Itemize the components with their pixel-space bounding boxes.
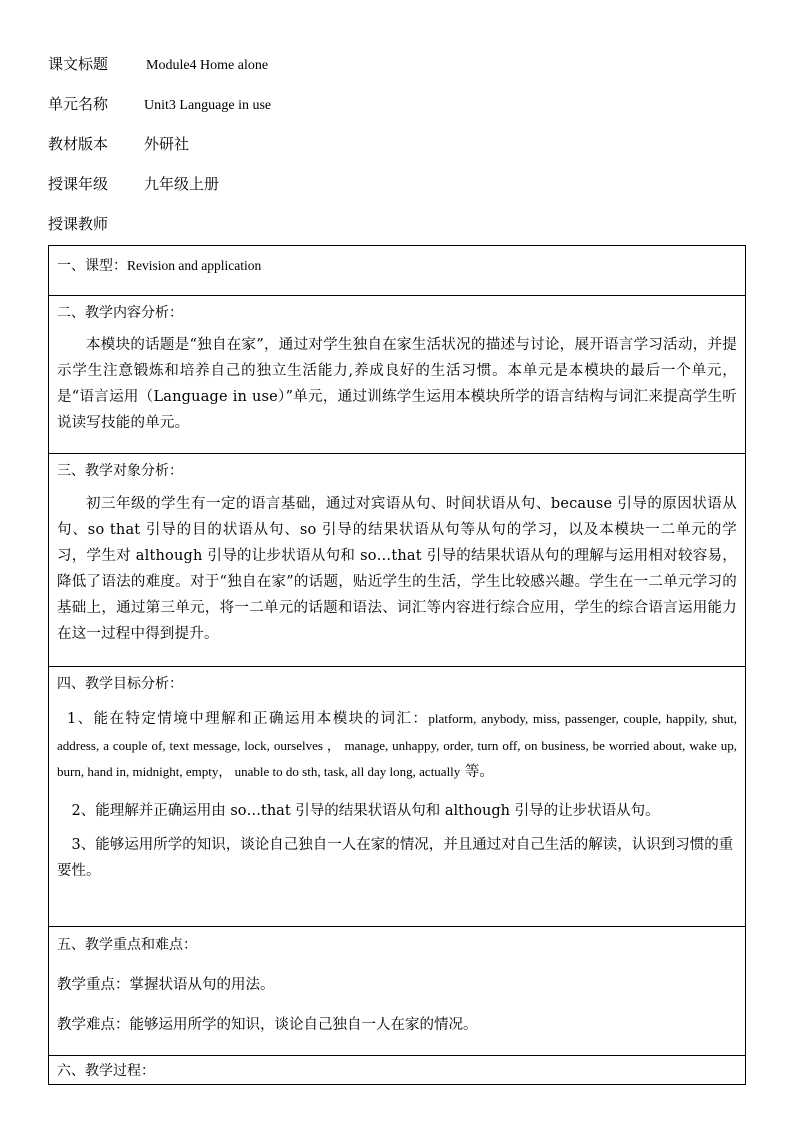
section-2-row	[49, 296, 746, 454]
section-1-cell	[49, 246, 746, 296]
section-2-cell	[49, 296, 746, 454]
section-4-row	[49, 667, 746, 927]
section-1-title: 一、课型：	[57, 258, 127, 274]
textbook-edition-value: 外研社	[144, 135, 190, 153]
goal-1	[57, 706, 737, 786]
section-6-title: 六、教学过程：	[57, 1063, 155, 1079]
lesson-title-value: Module4 Home alone	[146, 58, 269, 73]
section-6-cell	[49, 1056, 746, 1085]
goal-3: 3、能够运用所学的知识，谈论自己独自一人在家的情况，并且通过对自己生活的解读，认识到习惯的重要性。	[57, 836, 734, 879]
section-3-title: 三、教学对象分析：	[57, 463, 183, 479]
section-4-cell	[49, 667, 746, 927]
grade-row	[48, 174, 219, 194]
section-4-title: 四、教学目标分析：	[57, 676, 183, 692]
lesson-plan-table	[48, 245, 746, 1085]
section-3-cell	[49, 454, 746, 667]
section-6-row	[49, 1056, 746, 1085]
lesson-title-row	[48, 54, 268, 74]
unit-name-label: 单元名称	[48, 95, 109, 113]
textbook-edition-row	[48, 134, 189, 154]
goal-2: 2、能理解并正确运用由 so…that 引导的结果状语从句和 although 引导的让步状语从句。	[71, 802, 660, 819]
teaching-difficulty: 教学难点：能够运用所学的知识，谈论自己独自一人在家的情况。	[57, 1017, 478, 1033]
student-analysis-text: 初三年级的学生有一定的语言基础，通过对宾语从句、时间状语从句、because 引导的原因状语从句、so that 引导的目的状语从句、so 引导的结果状语从句等从句的学习，以及本模块一二单元的学习，学生对 although 引导的让步状语从句和 so…that 引导的结果状语从句的理解与运用相对较容易，降低了语法的难度。对于“独自在家”的话题，贴近学生的生活，学生比较感兴趣。学生在一二单元学习的基础上，通过第三单元，将一二单元的话题和语法、词汇等内容进行综合应用，学生的综合语言运用能力在这一过程中得到提升。	[57, 496, 737, 642]
course-type-value: Revision and application	[127, 258, 262, 273]
grade-label: 授课年级	[48, 175, 109, 193]
section-5-row	[49, 927, 746, 1056]
teacher-label: 授课教师	[48, 215, 109, 233]
section-1-row	[49, 246, 746, 296]
teaching-key-point: 教学重点：掌握状语从句的用法。	[57, 977, 275, 993]
teacher-row	[48, 214, 144, 234]
lesson-title-label: 课文标题	[48, 55, 109, 73]
goal-1-suffix: 等。	[460, 764, 494, 780]
section-3-row	[49, 454, 746, 667]
section-5-cell	[49, 927, 746, 1056]
textbook-edition-label: 教材版本	[48, 135, 109, 153]
section-5-title: 五、教学重点和难点：	[57, 937, 197, 953]
section-2-title: 二、教学内容分析：	[57, 305, 183, 321]
goal-1-vocabulary: platform, anybody, miss, passenger, couple, happily, shut, address, a couple of, text message, lock, ourselves ， manage, unhappy, order, turn off, on business, be worried about, wake up, burn, hand in, midnight, empty， unable to do sth, task, all day long, actually	[57, 711, 737, 779]
unit-name-value: Unit3 Language in use	[144, 98, 272, 113]
content-analysis-text: 本模块的话题是“独自在家”，通过对学生独自在家生活状况的描述与讨论，展开语言学习活动，并提示学生注意锻炼和培养自己的独立生活能力,养成良好的生活习惯。本单元是本模块的最后一个单元，是“语言运用（Language in use）”单元，通过训练学生运用本模块所学的语言结构与词汇来提高学生听说读写技能的单元。	[57, 337, 737, 431]
grade-value: 九年级上册	[144, 175, 220, 193]
unit-name-row	[48, 94, 271, 114]
goal-1-prefix: 1、能在特定情境中理解和正确运用本模块的词汇：	[67, 711, 429, 727]
